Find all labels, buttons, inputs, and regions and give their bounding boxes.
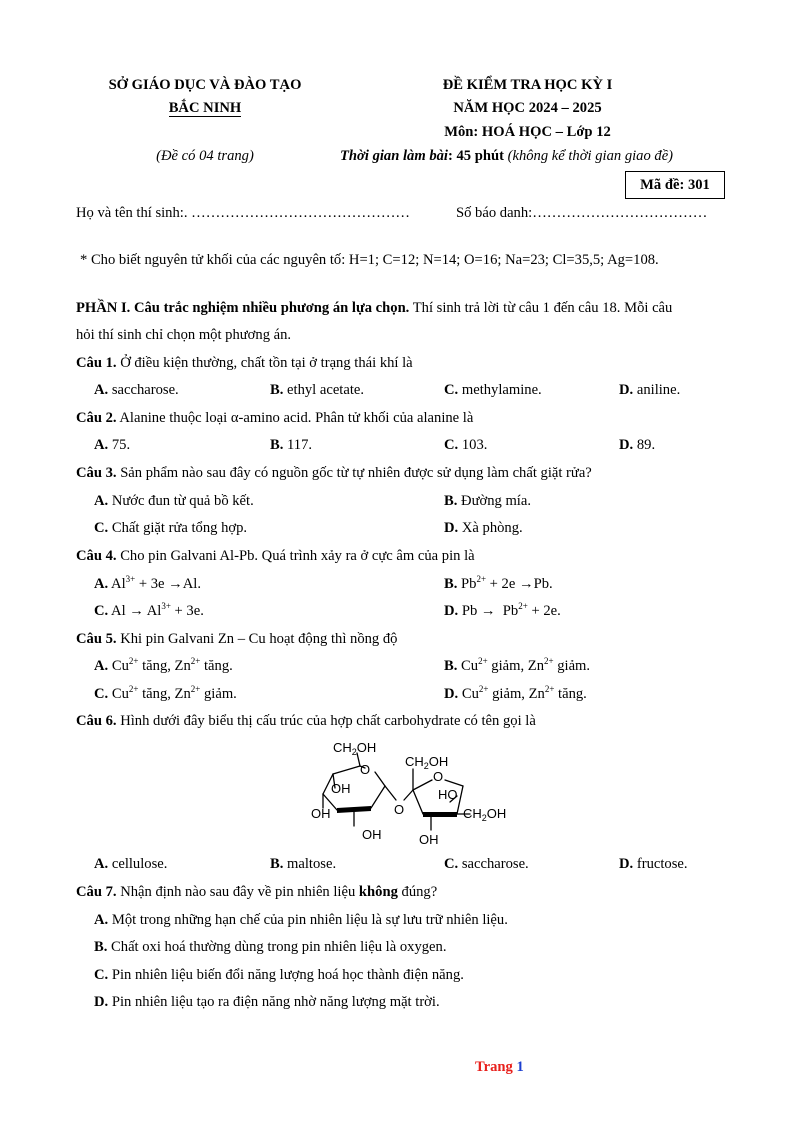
part1-desc: hỏi thí sinh chỉ chọn một phương án. <box>76 327 292 343</box>
page-number: Trang 1 <box>475 1059 524 1075</box>
q6-option-a: A. cellulose. <box>94 856 168 872</box>
q4-option-c: C. $Al \to Al^{3+} + 3e$. <box>94 601 204 619</box>
department-name: SỞ GIÁO DỤC VÀ ĐÀO TẠO <box>108 77 302 93</box>
svg-text:O: O <box>394 802 405 817</box>
q2-option-b: B. 117. <box>270 437 313 453</box>
q5-option-a: A. $Cu^{2+}$ tăng, $Zn^{2+}$ tăng. <box>94 656 233 674</box>
svg-text:CH2OH: $CH_2OH$ <box>405 754 449 771</box>
question-4: Câu 4. Cho pin Galvani Al-Pb. Quá trình xảy ra ở cực âm của pin là <box>76 548 475 564</box>
q3-option-d: D. Xà phòng. <box>444 520 523 536</box>
q3-option-a: A. Nước đun từ quả bồ kết. <box>94 493 254 509</box>
q7-option-c: C. Pin nhiên liệu biến đổi năng lượng hoá học thành điện năng. <box>94 967 464 983</box>
sucrose-structure-diagram <box>305 736 520 848</box>
question-6: Câu 6. Hình dưới đây biểu thị cấu trúc của hợp chất carbohydrate có tên gọi là <box>76 713 536 729</box>
question-2: Câu 2. Alanine thuộc loại α-amino acid. Phân tử khối của alanine là <box>76 410 474 426</box>
student-name-field: Họ và tên thí sinh:. ……………………………………… <box>76 205 411 221</box>
part1-heading: PHẦN I. Câu trắc nghiệm nhiều phương án lựa chọn. Thí sinh trả lời từ câu 1 đến câu 18. Mỗi câu <box>76 300 673 316</box>
q7-option-a: A. Một trong những hạn chế của pin nhiên liệu là sự lưu trữ nhiên liệu. <box>94 912 508 928</box>
question-3: Câu 3. Sản phẩm nào sau đây có nguồn gốc từ tự nhiên được sử dụng làm chất giặt rửa? <box>76 465 592 481</box>
svg-text:OH: OH <box>311 806 331 821</box>
q3-option-b: B. Đường mía. <box>444 493 531 509</box>
question-7: Câu 7. Nhận định nào sau đây về pin nhiên liệu không đúng? <box>76 884 438 900</box>
q6-option-c: C. saccharose. <box>444 856 529 872</box>
q6-option-d: D. fructose. <box>619 856 688 872</box>
exam-code-box: Mã đề: 301 <box>625 171 725 199</box>
province-name: BẮC NINH <box>168 100 242 116</box>
svg-text:OH: OH <box>362 827 382 842</box>
atomic-mass-note: * Cho biết nguyên tử khối của các nguyên tố: H=1; C=12; N=14; O=16; Na=23; Cl=35,5; Ag=108. <box>80 252 659 268</box>
subject: Môn: HOÁ HỌC – Lớp 12 <box>444 124 611 140</box>
svg-text:HO: HO <box>438 787 458 802</box>
question-5: Câu 5. Khi pin Galvani Zn – Cu hoạt động thì nồng độ <box>76 631 398 647</box>
svg-text:O: O <box>360 762 371 777</box>
exam-time: Thời gian làm bài: 45 phút (không kể thời gian giao đề) <box>340 148 674 164</box>
q4-option-b: B. $Pb^{2+} + 2e \to Pb$. <box>444 574 553 592</box>
q2-option-c: C. 103. <box>444 437 488 453</box>
q7-option-b: B. Chất oxi hoá thường dùng trong pin nhiên liệu là oxygen. <box>94 939 447 955</box>
student-id-field: Số báo danh:……………………………… <box>456 205 708 221</box>
question-1: Câu 1. Ở điều kiện thường, chất tồn tại ở trạng thái khí là <box>76 355 413 371</box>
q6-option-b: B. maltose. <box>270 856 337 872</box>
svg-text:OH: OH <box>331 781 351 796</box>
q5-option-d: D. $Cu^{2+}$ giảm, $Zn^{2+}$ tăng. <box>444 684 587 702</box>
q1-option-a: A. saccharose. <box>94 382 179 398</box>
exam-title: ĐỀ KIỂM TRA HỌC KỲ I <box>442 77 613 93</box>
school-year: NĂM HỌC 2024 – 2025 <box>453 100 602 116</box>
svg-text:OH: OH <box>419 832 439 847</box>
q2-option-d: D. 89. <box>619 437 656 453</box>
svg-text:CH2OH: $CH_2OH$ <box>463 806 507 823</box>
q1-option-d: D. aniline. <box>619 382 681 398</box>
page-count-note: (Đề có 04 trang) <box>156 148 254 164</box>
svg-text:CH2OH: $CH_2OH$ <box>333 740 377 757</box>
q4-option-d: D. $Pb \to Pb^{2+} + 2e$. <box>444 601 561 619</box>
svg-text:O: O <box>433 769 444 784</box>
q5-option-c: C. $Cu^{2+}$ tăng, $Zn^{2+}$ giảm. <box>94 684 237 702</box>
q5-option-b: B. $Cu^{2+}$ giảm, $Zn^{2+}$ giảm. <box>444 656 591 674</box>
q2-option-a: A. 75. <box>94 437 131 453</box>
q7-option-d: D. Pin nhiên liệu tạo ra điện năng nhờ năng lượng mặt trời. <box>94 994 440 1010</box>
q4-option-a: A. $Al^{3+} + 3e \to Al$. <box>94 574 202 592</box>
q1-option-b: B. ethyl acetate. <box>270 382 365 398</box>
q1-option-c: C. methylamine. <box>444 382 542 398</box>
q3-option-c: C. Chất giặt rửa tổng hợp. <box>94 520 248 536</box>
